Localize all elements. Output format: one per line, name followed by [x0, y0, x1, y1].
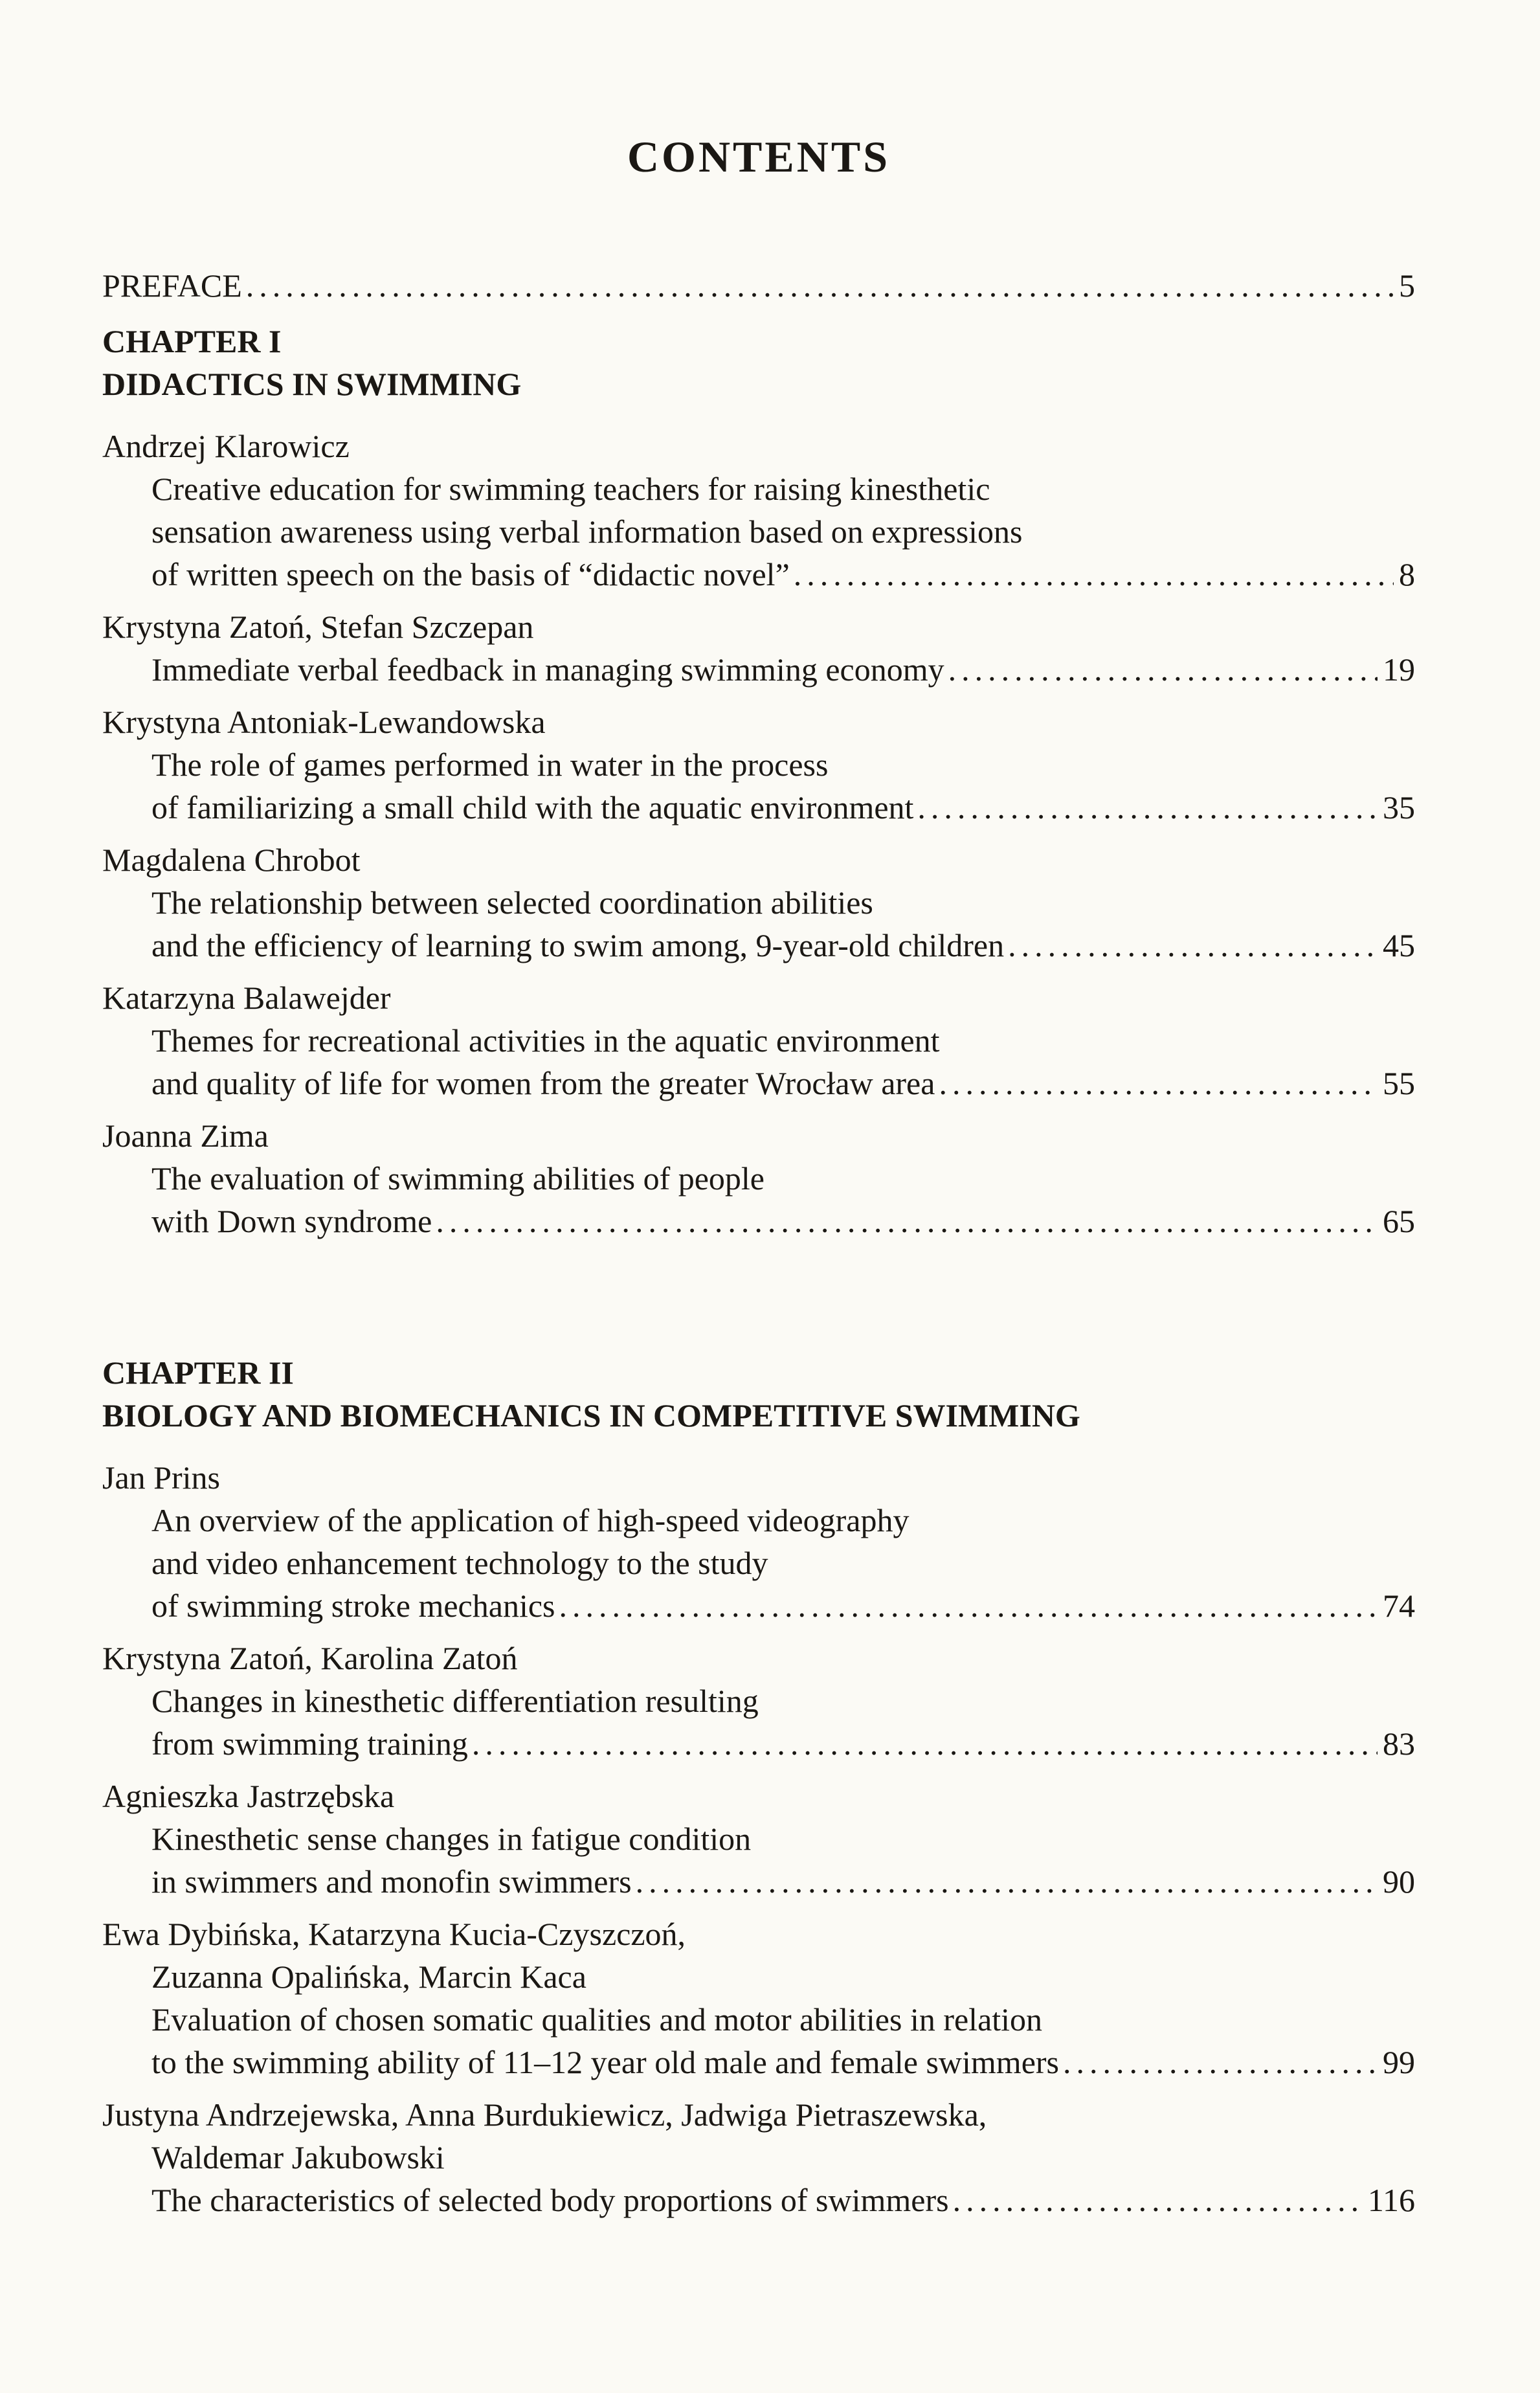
page-number: 55 [1383, 1064, 1415, 1101]
title-text: and the efficiency of learning to swim among, 9-year-old children [151, 927, 1005, 963]
page-number: 35 [1383, 789, 1415, 826]
toc-entry [102, 976, 1415, 1105]
author-line: Jan Prins [102, 1459, 220, 1496]
page-number: 83 [1383, 1725, 1415, 1762]
page-title: CONTENTS [627, 132, 891, 181]
page-number: 8 [1399, 556, 1415, 592]
page-number: 116 [1367, 2181, 1415, 2218]
chapter-section [102, 320, 1415, 1242]
page-number: 45 [1383, 927, 1415, 963]
preface-entry [102, 264, 1415, 307]
title-line [102, 553, 1415, 596]
page-number: 65 [1383, 1202, 1415, 1239]
title-line: sensation awareness using verbal information based on expressions [151, 513, 1023, 550]
chapter-section [102, 1351, 1415, 2221]
dot-leader [636, 1860, 1378, 1903]
chapters-container [102, 320, 1415, 2221]
author-line: Magdalena Chrobot [102, 841, 361, 878]
title-line [102, 648, 1415, 691]
dot-leader [472, 1722, 1378, 1765]
toc-entry [102, 838, 1415, 967]
dot-leader [794, 553, 1394, 596]
chapter-heading [102, 1351, 1415, 1437]
title-text: to the swimming ability of 11–12 year old male and female swimmers [151, 2043, 1060, 2080]
title-text: with Down syndrome [151, 1202, 432, 1239]
title-line: Themes for recreational activities in the aquatic environment [151, 1022, 940, 1059]
chapter-heading-line: DIDACTICS IN SWIMMING [102, 365, 522, 402]
preface-page-number: 5 [1399, 267, 1415, 304]
title-line: Kinesthetic sense changes in fatigue condition [151, 1820, 752, 1857]
dot-leader [559, 1584, 1378, 1627]
page-number: 74 [1383, 1587, 1415, 1624]
author-line: Justyna Andrzejewska, Anna Burdukiewicz, Jadwiga Pietraszewska, [102, 2096, 987, 2133]
page-number: 19 [1383, 651, 1415, 688]
table-of-contents [102, 264, 1415, 2221]
author-line: Waldemar Jakubowski [151, 2139, 445, 2175]
title-line [102, 2179, 1415, 2221]
chapter-heading-line: CHAPTER II [102, 1354, 294, 1391]
toc-entry [102, 605, 1415, 691]
title-text: of familiarizing a small child with the aquatic environment [151, 789, 914, 826]
title-line: Evaluation of chosen somatic qualities and motor abilities in relation [151, 2001, 1043, 2038]
chapter-heading [102, 320, 1415, 405]
toc-entry [102, 1913, 1415, 2084]
chapter-heading-line: CHAPTER I [102, 322, 282, 359]
title-line [102, 1722, 1415, 1765]
dot-leader [436, 1200, 1378, 1242]
dot-leader [1008, 924, 1378, 967]
toc-entry [102, 2093, 1415, 2221]
toc-entry [102, 1775, 1415, 1903]
dot-leader [1063, 2041, 1378, 2084]
title-text: of swimming stroke mechanics [151, 1587, 555, 1624]
page-number: 99 [1383, 2043, 1415, 2080]
author-line: Agnieszka Jastrzębska [102, 1777, 395, 1814]
toc-entry [102, 1456, 1415, 1627]
author-line: Zuzanna Opalińska, Marcin Kaca [151, 1958, 586, 1995]
author-line: Krystyna Zatoń, Stefan Szczepan [102, 608, 534, 645]
title-text: in swimmers and monofin swimmers [151, 1863, 632, 1900]
preface-label: PREFACE [102, 267, 242, 304]
title-text: from swimming training [151, 1725, 468, 1762]
author-line: Krystyna Zatoń, Karolina Zatoń [102, 1639, 518, 1676]
toc-entry [102, 425, 1415, 596]
title-line [102, 1062, 1415, 1105]
title-line [102, 1860, 1415, 1903]
toc-entry [102, 701, 1415, 829]
title-line: The relationship between selected coordination abilities [151, 884, 873, 921]
title-line: The role of games performed in water in the process [151, 746, 829, 783]
author-line: Katarzyna Balawejder [102, 979, 391, 1016]
dot-leader [948, 648, 1378, 691]
title-line: Changes in kinesthetic differentiation resulting [151, 1682, 759, 1719]
toc-entry [102, 1114, 1415, 1242]
page-number: 90 [1383, 1863, 1415, 1900]
title-line [102, 786, 1415, 829]
title-line: An overview of the application of high-speed videography [151, 1501, 909, 1538]
title-text: Immediate verbal feedback in managing swimming economy [151, 651, 944, 688]
title-line [102, 1200, 1415, 1242]
title-text: and quality of life for women from the greater Wrocław area [151, 1064, 935, 1101]
title-line [102, 2041, 1415, 2084]
dot-leader [246, 264, 1394, 307]
title-text: The characteristics of selected body proportions of swimmers [151, 2181, 949, 2218]
dot-leader [953, 2179, 1363, 2221]
chapter-heading-line: BIOLOGY AND BIOMECHANICS IN COMPETITIVE SWIMMING [102, 1397, 1080, 1433]
author-line: Joanna Zima [102, 1117, 269, 1154]
title-text: of written speech on the basis of “didactic novel” [151, 556, 790, 592]
title-line: Creative education for swimming teachers for raising kinesthetic [151, 470, 990, 507]
author-line: Krystyna Antoniak-Lewandowska [102, 703, 546, 740]
author-line: Ewa Dybińska, Katarzyna Kucia-Czyszczoń, [102, 1915, 686, 1952]
toc-entry [102, 1637, 1415, 1765]
title-line [102, 1584, 1415, 1627]
dot-leader [939, 1062, 1378, 1105]
author-line: Andrzej Klarowicz [102, 427, 350, 464]
title-line: The evaluation of swimming abilities of people [151, 1160, 764, 1196]
dot-leader [917, 786, 1378, 829]
title-line: and video enhancement technology to the study [151, 1544, 768, 1581]
title-line [102, 924, 1415, 967]
